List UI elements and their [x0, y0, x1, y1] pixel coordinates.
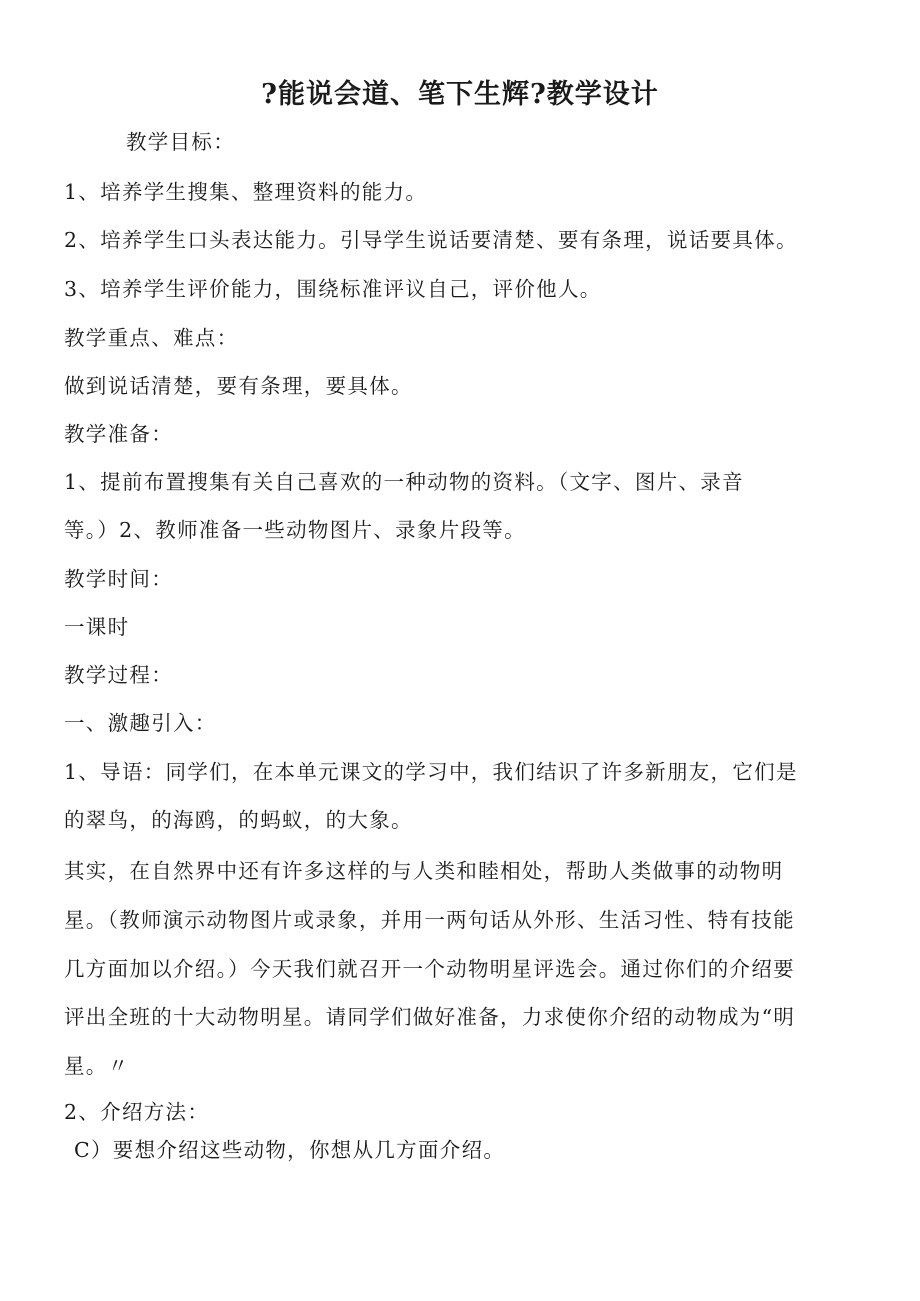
subsection-heading: 一、激趣引入： — [64, 711, 217, 735]
paragraph-line: 一课时 — [64, 615, 130, 639]
paragraph-line: 1、导语：同学们，在本单元课文的学习中，我们结识了许多新朋友，它们是 — [64, 760, 798, 784]
paragraph-line: 3、培养学生评价能力，围绕标准评议自己，评价他人。 — [64, 277, 602, 301]
paragraph-line: 做到说话清楚，要有条理，要具体。 — [64, 374, 413, 398]
section-heading-objectives: 教学目标： — [126, 130, 235, 154]
paragraph-line: 1、提前布置搜集有关自己喜欢的一种动物的资料。（文字、图片、录音 — [64, 470, 744, 494]
section-heading-process: 教学过程： — [64, 663, 173, 687]
paragraph-line: 评出全班的十大动物明星。请同学们做好准备，力求使你介绍的动物成为“明 — [64, 1005, 796, 1029]
section-heading-key-points: 教学重点、难点： — [64, 326, 239, 350]
subsection-heading: 2、介绍方法： — [64, 1100, 210, 1124]
paragraph-line: 几方面加以介绍。）今天我们就召开一个动物明星评选会。通过你们的介绍要 — [64, 957, 795, 981]
paragraph-line: 的翠鸟，的海鸥，的蚂蚁，的大象。 — [64, 808, 413, 832]
paragraph-line: 其实，在自然界中还有许多这样的与人类和睦相处，帮助人类做事的动物明 — [64, 859, 784, 883]
paragraph-line: 1、培养学生搜集、整理资料的能力。 — [64, 180, 428, 204]
document-title: ?能说会道、笔下生辉?教学设计 — [261, 79, 659, 110]
paragraph-line: 星。〃 — [64, 1054, 130, 1078]
paragraph-line: 2、培养学生口头表达能力。引导学生说话要清楚、要有条理，说话要具体。 — [64, 228, 798, 252]
section-heading-time: 教学时间： — [64, 567, 173, 591]
paragraph-line: 等。）2、教师准备一些动物图片、录象片段等。 — [64, 518, 526, 542]
paragraph-line: C）要想介绍这些动物，你想从几方面介绍。 — [74, 1138, 506, 1162]
paragraph-line: 星。（教师演示动物图片或录象，并用一两句话从外形、生活习性、特有技能 — [64, 908, 795, 932]
section-heading-preparation: 教学准备： — [64, 422, 173, 446]
